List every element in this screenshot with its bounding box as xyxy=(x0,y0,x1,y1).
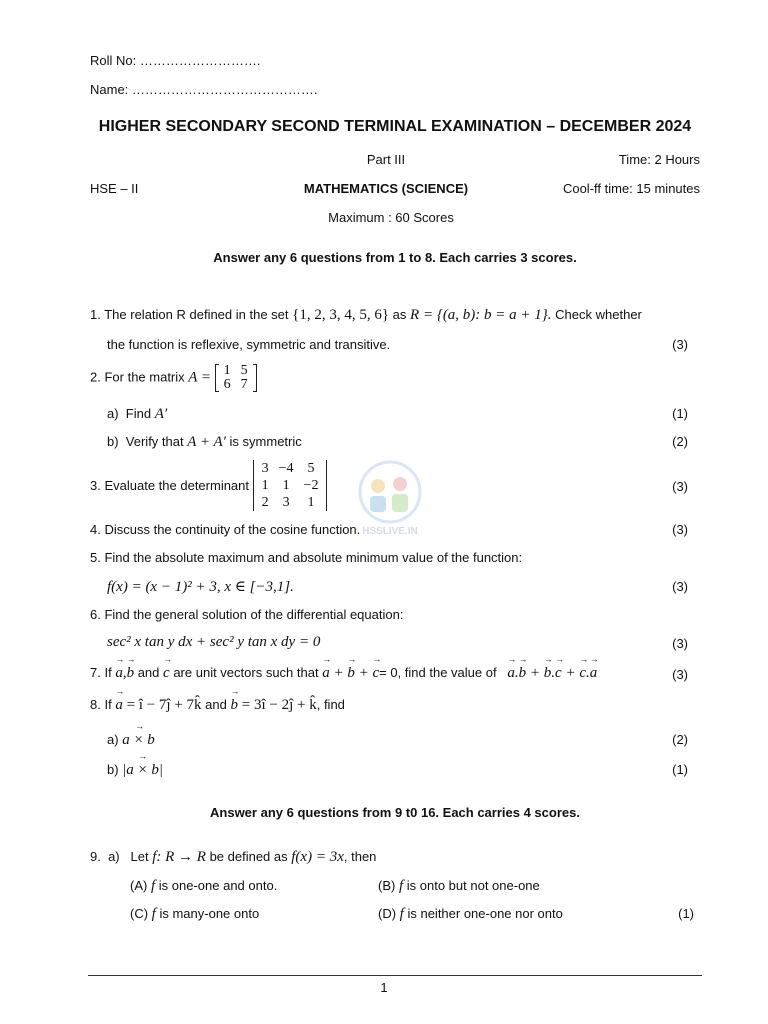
max-score-label: Maximum : 60 Scores xyxy=(328,210,454,225)
question-8a xyxy=(107,732,157,749)
subject-label: MATHEMATICS (SCIENCE) xyxy=(303,181,469,196)
vector-a: a → xyxy=(322,665,330,682)
matrix-a xyxy=(215,364,257,392)
cool-off-label: Cool-ff time: 15 minutes xyxy=(562,181,700,196)
question-text: Find the absolute maximum and absolute minimum value of the function: xyxy=(104,550,523,565)
question-text: and xyxy=(205,697,227,712)
score-marker: (2) xyxy=(672,434,688,449)
question-text: , then xyxy=(343,849,377,864)
part-label: a) xyxy=(108,849,120,864)
question-number: 4. xyxy=(90,522,101,537)
question-number: 6. xyxy=(90,607,101,622)
question-3 xyxy=(90,460,327,511)
question-text: For the matrix xyxy=(104,369,185,385)
part-label: Part III xyxy=(366,152,406,167)
function-symbol: f xyxy=(151,906,156,922)
part-label: a) xyxy=(107,406,119,421)
vector-b: b → xyxy=(231,697,239,714)
question-8b xyxy=(107,762,163,779)
question-text: , find xyxy=(316,697,345,712)
exam-title: HIGHER SECONDARY SECOND TERMINAL EXAMINATION – DECEMBER 2024 xyxy=(98,118,692,135)
option-text: is many-one onto xyxy=(159,906,260,921)
option-text: is neither one-one nor onto xyxy=(407,906,563,921)
matrix-cell: 2 xyxy=(261,495,269,510)
option-label: (A) xyxy=(130,878,148,893)
matrix-cell: 5 xyxy=(240,363,248,378)
score-marker: (1) xyxy=(678,906,694,921)
score-marker: (2) xyxy=(672,732,688,747)
question-number: 5. xyxy=(90,550,101,565)
option-d xyxy=(378,906,563,923)
score-marker: (3) xyxy=(672,337,688,352)
vector-a: a → xyxy=(115,665,123,682)
matrix-cell: 1 xyxy=(261,478,269,493)
question-number: 2. xyxy=(90,369,101,385)
question-text: The relation R defined in the set xyxy=(104,307,289,322)
set-expression: {1, 2, 3, 4, 5, 6} xyxy=(292,307,390,323)
roll-number-field: Roll No: ………………………. xyxy=(90,53,261,68)
mapping-expression: f: R → R xyxy=(152,849,206,865)
question-text: Find the general solution of the differential equation: xyxy=(104,607,404,622)
question-text: Let xyxy=(130,849,149,864)
question-text: are unit vectors such that xyxy=(173,665,319,680)
question-text: is symmetric xyxy=(229,434,302,449)
matrix-cell: 6 xyxy=(223,377,231,392)
question-text: Check whether xyxy=(555,307,642,322)
function-definition: f(x) = 3x xyxy=(291,849,344,865)
score-marker: (3) xyxy=(672,522,688,537)
part-label: a) xyxy=(107,732,119,747)
vector-c: c → xyxy=(372,665,379,682)
vector-b-components: = 3î − 2ĵ + k̂ xyxy=(241,697,317,713)
question-number: 8. xyxy=(90,697,101,712)
vector-c: c → xyxy=(555,665,562,682)
question-1 xyxy=(90,307,642,324)
page-number: 1 xyxy=(380,980,388,995)
matrix-cell: 1 xyxy=(307,495,315,510)
question-text: Verify that xyxy=(125,434,184,449)
differential-equation: sec² x tan y dx + sec² y tan x dy = 0 xyxy=(107,634,321,650)
question-text: as xyxy=(392,307,407,322)
footer-divider xyxy=(88,975,702,976)
vector-c: c → xyxy=(579,665,586,682)
matrix-cell: 3 xyxy=(282,495,290,510)
question-text: Discuss the continuity of the cosine function. xyxy=(104,522,361,537)
option-text: is one-one and onto. xyxy=(158,878,278,893)
matrix-cell: 5 xyxy=(307,461,315,476)
vector-b: b → xyxy=(127,665,135,682)
relation-expression: R = {(a, b): b = a + 1}. xyxy=(410,307,552,323)
question-number: 7. xyxy=(90,665,101,680)
part-label: b) xyxy=(107,762,119,777)
score-marker: (3) xyxy=(672,667,688,682)
vector-b: b → xyxy=(347,665,355,682)
cross-product-magnitude: |a × b| → xyxy=(122,762,163,779)
question-5 xyxy=(90,550,522,565)
matrix-cell: 1 xyxy=(282,478,290,493)
question-2a xyxy=(107,406,167,423)
vector-a: a → xyxy=(507,665,515,682)
question-6 xyxy=(90,607,403,622)
section-2-instruction: Answer any 6 questions from 9 t0 16. Each carries 4 scores. xyxy=(210,805,580,820)
function-symbol: f xyxy=(150,878,156,894)
question-number: 9. xyxy=(90,849,101,864)
function-symbol: f xyxy=(399,906,404,922)
question-4 xyxy=(90,522,360,537)
option-label: (B) xyxy=(378,878,396,893)
score-marker: (3) xyxy=(672,579,688,594)
question-text: be defined as xyxy=(209,849,288,864)
question-2b xyxy=(107,434,302,451)
option-b xyxy=(378,878,540,895)
math-expression: A′ xyxy=(154,406,168,422)
part-label: b) xyxy=(107,434,119,449)
question-9a xyxy=(90,849,376,866)
score-marker: (1) xyxy=(672,762,688,777)
option-text: is onto but not one-one xyxy=(406,878,540,893)
question-text: = 0, find the value of xyxy=(379,665,497,680)
option-a xyxy=(130,878,277,895)
question-1-line-2: the function is reflexive, symmetric and transitive. xyxy=(107,337,391,352)
question-text: and xyxy=(137,665,160,680)
question-number: 1. xyxy=(90,307,101,322)
option-label: (C) xyxy=(130,906,149,921)
matrix-lhs: A = xyxy=(188,369,212,386)
question-2 xyxy=(90,364,257,392)
name-field: Name: ……………………………………. xyxy=(90,82,318,97)
question-8 xyxy=(90,697,345,714)
score-marker: (3) xyxy=(672,636,688,651)
score-marker: (1) xyxy=(672,406,688,421)
cross-product: a × b → xyxy=(122,732,157,749)
vector-a: a → xyxy=(115,697,123,714)
matrix-cell: −2 xyxy=(303,478,319,493)
question-text: If xyxy=(104,665,112,680)
question-text: If xyxy=(104,697,112,712)
score-marker: (3) xyxy=(672,479,688,494)
question-number: 3. xyxy=(90,478,101,493)
class-label: HSE – II xyxy=(90,181,139,196)
matrix-cell: −4 xyxy=(278,461,294,476)
option-c xyxy=(130,906,259,923)
math-expression: A + A′ xyxy=(187,434,226,450)
matrix-cell: 7 xyxy=(240,377,248,392)
function-symbol: f xyxy=(398,878,404,894)
determinant xyxy=(253,460,328,511)
dot-product-sum: a →.b → + b →.c → + c →.a → xyxy=(507,665,597,681)
watermark-text: HSSLIVE.IN xyxy=(362,526,418,537)
question-7: 7. If a →,b → and c → are unit vectors such that a → + b → + c →= 0, find the value of a →.b → + b →.c → + c →.a → xyxy=(90,665,597,682)
matrix-cell: 3 xyxy=(261,461,269,476)
function-expression: f(x) = (x − 1)² + 3, x ∈ [−3,1]. xyxy=(107,579,294,595)
vector-b: b → xyxy=(519,665,527,682)
section-1-instruction: Answer any 6 questions from 1 to 8. Each carries 3 scores. xyxy=(213,250,577,265)
time-label: Time: 2 Hours xyxy=(618,152,700,167)
vector-sum: a → + b → + c → xyxy=(322,665,379,681)
question-text: Evaluate the determinant xyxy=(104,478,250,493)
question-text: Find xyxy=(125,406,152,421)
option-label: (D) xyxy=(378,906,397,921)
vector-c: c → xyxy=(163,665,170,682)
vector-a-components: = î − 7ĵ + 7k̂ xyxy=(126,697,202,713)
vector-b: b → xyxy=(544,665,552,682)
vector-a: a → xyxy=(590,665,598,682)
matrix-cell: 1 xyxy=(223,363,231,378)
